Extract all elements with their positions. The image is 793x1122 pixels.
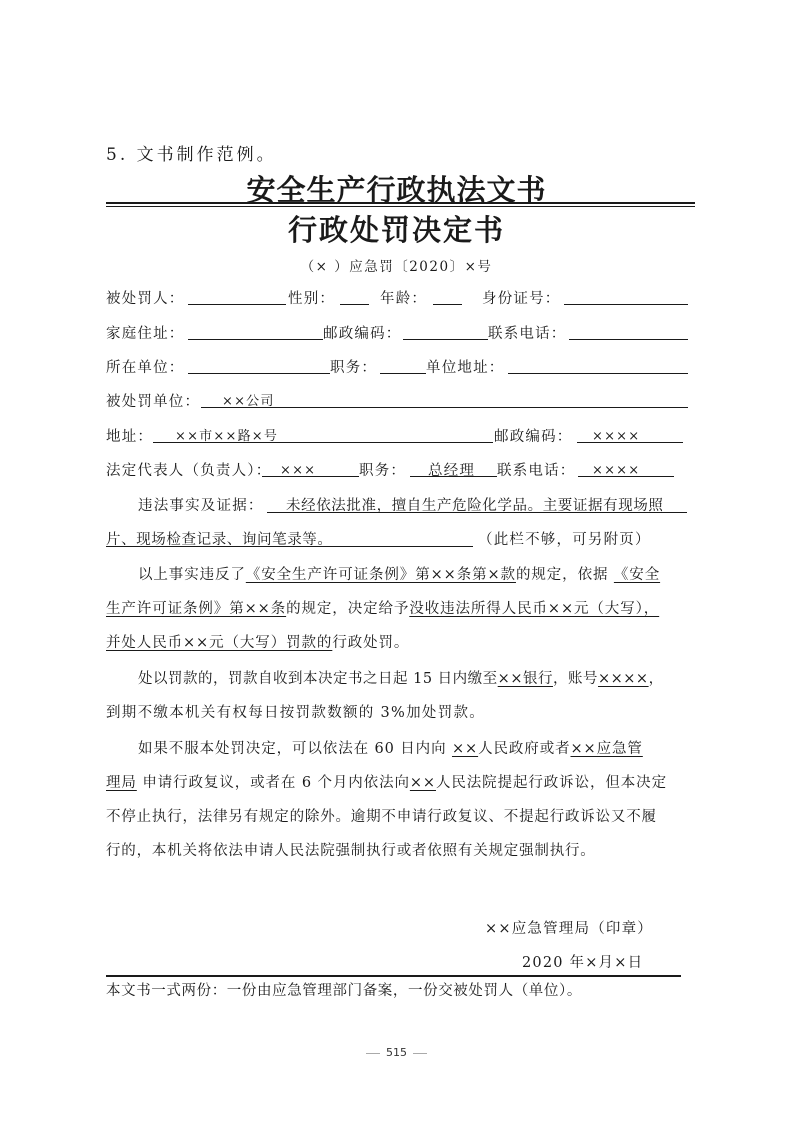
age-label: 年龄： <box>380 291 428 307</box>
page-number <box>0 1046 793 1059</box>
court-name: ×× <box>409 775 436 791</box>
facts-text-line-1: 未经依法批准，擅自生产危险化学品。主要证据有现场照 <box>286 498 664 514</box>
postcode-field[interactable] <box>403 339 488 340</box>
appeal-paragraph-line-1 <box>138 740 643 758</box>
entity-postcode-value: ×××× <box>592 429 641 444</box>
issue-date: 2020 年×月×日 <box>522 955 644 971</box>
appeal-paragraph-line-2 <box>106 774 667 792</box>
violation-intro: 以上事实违反了 <box>138 567 246 583</box>
basis-regulation-start: 《安全 <box>613 567 661 583</box>
government-name: ×× <box>451 741 479 757</box>
footer-note: 本文书一式两份：一份由应急管理部门备案，一份交被处罚人（单位）。 <box>106 983 582 999</box>
penalized-person-field[interactable] <box>188 304 286 305</box>
phone-label: 联系电话： <box>488 326 567 342</box>
entity-address-label: 地址： <box>106 429 154 445</box>
page-number-dash-left <box>366 1053 380 1054</box>
fine-text: 并处人民币××元（大写）罚款的 <box>106 635 333 651</box>
appeal-paragraph-line-3: 不停止执行，法律另有规定的除外。逾期不申请行政复议、不提起行政诉讼又不履 <box>106 809 657 825</box>
payment-paragraph-line-2: 到期不缴本机关有权每日按罚款数额的 3%加处罚款。 <box>106 705 486 721</box>
employer-address-label: 单位地址： <box>426 360 505 376</box>
legal-rep-value: ××× <box>280 463 317 478</box>
phone-field[interactable] <box>569 339 688 340</box>
payment-paragraph-line-1 <box>138 670 664 688</box>
title-double-rule <box>106 202 695 204</box>
title-double-rule-thin <box>106 206 695 207</box>
violation-paragraph-line-3 <box>106 634 409 652</box>
id-number-field[interactable] <box>564 304 688 305</box>
bureau-name-start: ××应急管 <box>570 741 643 757</box>
section-heading: 5. 文书制作范例。 <box>106 145 277 165</box>
page-number-value: 515 <box>386 1046 407 1059</box>
facts-note: （此栏不够，可另附页） <box>478 532 651 548</box>
legal-rep-label: 法定代表人（负责人）： <box>106 463 272 479</box>
page-number-dash-right <box>413 1053 427 1054</box>
confiscation-text: 没收违法所得人民币××元（大写）， <box>409 601 660 617</box>
bank-name: ××银行 <box>497 671 553 687</box>
penalized-person-label: 被处罚人： <box>106 291 185 307</box>
rep-position-label: 职务： <box>359 463 407 479</box>
violation-paragraph-line-2 <box>106 600 659 618</box>
employer-field[interactable] <box>188 373 330 374</box>
penalty-text: 行政处罚。 <box>332 635 410 651</box>
entity-postcode-label: 邮政编码： <box>494 429 573 445</box>
payment-intro: 处以罚款的，罚款自收到本决定书之日起 15 日内缴至 <box>138 671 498 687</box>
employer-address-field[interactable] <box>508 373 688 374</box>
violated-regulation: 《安全生产许可证条例》第××条第×款 <box>245 567 516 583</box>
appeal-litigation-text: 人民法院提起行政诉讼，但本决定 <box>435 775 667 791</box>
document-title: 行政处罚决定书 <box>287 213 505 247</box>
rep-phone-label: 联系电话： <box>497 463 576 479</box>
footer-rule <box>106 975 681 977</box>
agency-title: 安全生产行政执法文书 <box>246 173 547 207</box>
appeal-intro: 如果不服本处罚决定，可以依法在 60 日内向 <box>138 741 447 757</box>
account-number: ×××× <box>597 671 649 687</box>
payment-comma: ， <box>648 671 664 687</box>
home-address-field[interactable] <box>188 339 323 340</box>
gender-label: 性别： <box>288 291 336 307</box>
employer-label: 所在单位： <box>106 360 185 376</box>
penalized-entity-value: ××公司 <box>222 394 275 409</box>
age-field[interactable] <box>433 304 462 305</box>
rep-phone-value: ×××× <box>592 463 641 478</box>
id-number-label: 身份证号： <box>482 291 561 307</box>
entity-address-value: ××市××路×号 <box>175 429 279 444</box>
facts-label: 违法事实及证据： <box>138 498 264 514</box>
postcode-label: 邮政编码： <box>323 326 402 342</box>
appeal-or-text: 人民政府或者 <box>478 741 571 757</box>
penalized-entity-label: 被处罚单位： <box>106 394 201 410</box>
home-address-label: 家庭住址： <box>106 326 185 342</box>
violation-paragraph-line-1 <box>138 566 660 584</box>
facts-text-line-2: 片、现场检查记录、询问笔录等。 <box>106 532 333 548</box>
bureau-name-end: 理局 <box>106 775 137 791</box>
basis-regulation-end: 生产许可证条例》第××条 <box>106 601 287 617</box>
appeal-paragraph-line-4: 行的，本机关将依法申请人民法院强制执行或者依照有关规定强制执行。 <box>106 843 596 859</box>
position-field[interactable] <box>380 373 426 374</box>
document-number: （× ）应急罚〔2020〕×号 <box>300 259 493 275</box>
violation-basis-text: 的规定，依据 <box>515 567 609 583</box>
position-label: 职务： <box>330 360 378 376</box>
rep-position-value: 总经理 <box>428 463 476 479</box>
account-label: ，账号 <box>552 671 598 687</box>
gender-field[interactable] <box>340 304 369 305</box>
appeal-review-text: 申请行政复议，或者在 6 个月内依法向 <box>142 775 410 791</box>
decision-text: 的规定，决定给予 <box>286 601 410 617</box>
issuing-authority-seal: ××应急管理局（印章） <box>485 921 653 937</box>
